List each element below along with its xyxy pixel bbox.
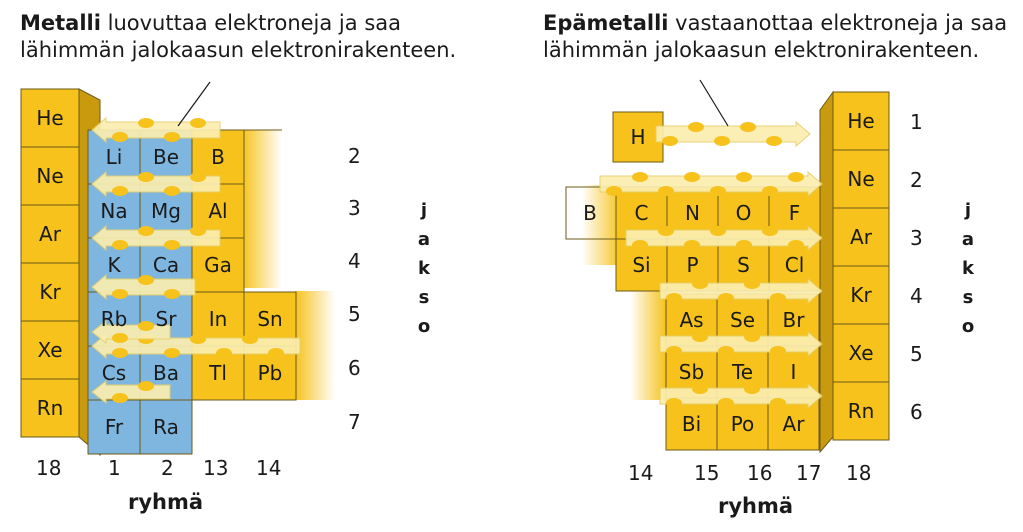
left-fade-13 xyxy=(242,130,282,288)
right-arrow-2-dot xyxy=(632,172,648,182)
right-el-Se-2-symbol: Se xyxy=(730,308,755,332)
right-arrow-3 xyxy=(626,226,822,250)
right-arrow-6-dot xyxy=(770,398,786,408)
left-arrow-4-dot xyxy=(112,289,128,299)
right-period-3: 3 xyxy=(910,226,923,250)
left-arrow-1-dot xyxy=(190,118,206,128)
nonmetal-caption-line2: lähimmän jalokaasun elektronirakenteen. xyxy=(543,38,980,62)
left-jakso-s: s xyxy=(418,287,430,308)
metal-caption-line1: luovuttaa elektroneja ja saa xyxy=(100,11,401,35)
right-period-2: 2 xyxy=(910,168,923,192)
left-group-13: 13 xyxy=(203,456,229,480)
right-noble-Ne-symbol: Ne xyxy=(847,167,875,191)
left-arrow-3-dot xyxy=(138,226,154,236)
right-el-As-2-symbol: As xyxy=(679,308,704,332)
right-arrow-6-dot xyxy=(666,398,682,408)
left-g13-In-symbol: In xyxy=(208,307,228,331)
left-period-4: 4 xyxy=(348,249,361,273)
left-arrow-5-dot xyxy=(190,334,206,344)
right-group-16: 16 xyxy=(747,461,773,485)
right-arrow-3-dot xyxy=(788,240,804,250)
right-arrow-4-body xyxy=(660,279,822,303)
left-arrow-2-dot xyxy=(190,172,206,182)
metal-caption-line2: lähimmän jalokaasun elektronirakenteen. xyxy=(20,38,457,62)
right-arrow-6 xyxy=(660,384,822,408)
right-jakso-o: o xyxy=(961,316,975,337)
left-jakso-j: j xyxy=(420,200,428,221)
left-g2-Be-symbol: Be xyxy=(152,145,180,169)
left-noble-Xe-symbol: Xe xyxy=(37,338,63,362)
left-period-3: 3 xyxy=(348,196,361,220)
right-period-6: 6 xyxy=(910,400,923,424)
right-arrow-3-dot xyxy=(736,240,752,250)
right-arrow-5-dot xyxy=(692,332,708,342)
right-el-Po-4-symbol: Po xyxy=(730,412,755,436)
right-H-symbol: H xyxy=(630,125,646,149)
right-arrow-4-dot xyxy=(744,279,760,289)
right-arrow-2-dot xyxy=(788,172,804,182)
left-arrow-3-dot xyxy=(164,240,180,250)
right-arrow-6-dot xyxy=(718,398,734,408)
left-g1-Na-symbol: Na xyxy=(100,199,128,223)
right-arrow-6-dot xyxy=(692,384,708,394)
left-arrow-2-dot xyxy=(164,186,180,196)
right-arrow-2-dot xyxy=(658,186,674,196)
left-arrow-2-dot xyxy=(112,186,128,196)
right-arrow-4-dot xyxy=(666,293,682,303)
right-arrow-5 xyxy=(660,332,822,356)
left-g13-Ga-symbol: Ga xyxy=(204,253,232,277)
left-arrow-2-dot xyxy=(138,172,154,182)
left-arrow-1-dot xyxy=(164,132,180,142)
left-arrow-5-dot xyxy=(216,348,232,358)
left-g13-Al-symbol: Al xyxy=(208,199,228,223)
left-jakso-k: k xyxy=(418,258,430,279)
left-group-2: 2 xyxy=(161,456,174,480)
right-arrow-1 xyxy=(656,122,810,146)
right-arrow-5-dot xyxy=(666,346,682,356)
left-arrow-3-dot xyxy=(112,240,128,250)
right-B-symbol: B xyxy=(583,201,597,225)
left-g13-Tl-symbol: Tl xyxy=(209,361,227,385)
right-period-5: 5 xyxy=(910,342,923,366)
right-axis-period-title xyxy=(958,196,978,341)
left-group-18: 18 xyxy=(36,456,62,480)
right-arrow-4-dot xyxy=(718,293,734,303)
right-group-14: 14 xyxy=(628,461,654,485)
left-noble-He-symbol: He xyxy=(36,106,64,130)
left-arrow-5-dot xyxy=(164,348,180,358)
right-arrow-6-dot xyxy=(744,384,760,394)
right-noble-Ar-symbol: Ar xyxy=(850,225,872,249)
right-noble-Kr-symbol: Kr xyxy=(850,283,872,307)
right-arrow-3-dot xyxy=(710,226,726,236)
left-noble-Ne-symbol: Ne xyxy=(36,164,64,188)
left-arrow-4 xyxy=(92,275,195,299)
right-arrow-1-dot xyxy=(688,122,704,132)
left-noble-Rn-symbol: Rn xyxy=(36,396,64,420)
metal-caption-bold: Metalli xyxy=(20,11,101,35)
right-jakso-j: j xyxy=(964,200,972,221)
right-noble-Rn-symbol: Rn xyxy=(847,399,875,423)
right-arrow-4 xyxy=(660,279,822,303)
left-noble-Ar-symbol: Ar xyxy=(39,222,61,246)
left-arrow-6-dot xyxy=(138,321,154,331)
right-jakso-k: k xyxy=(962,258,974,279)
left-arrow-2 xyxy=(92,172,220,196)
right-el-Te-3-symbol: Te xyxy=(731,360,754,384)
left-group-1: 1 xyxy=(108,456,121,480)
right-arrow-2-dot xyxy=(736,172,752,182)
left-g1-Li-symbol: Li xyxy=(105,145,123,169)
right-arrow-1-dot xyxy=(714,136,730,146)
left-period-2: 2 xyxy=(348,144,361,168)
right-period-1: 1 xyxy=(910,110,923,134)
right-el-C-0-symbol: C xyxy=(634,201,649,225)
left-noble-Kr-symbol: Kr xyxy=(39,280,61,304)
left-axis-period-title xyxy=(414,196,434,341)
right-el-Bi-4-symbol: Bi xyxy=(681,412,702,436)
left-arrow-5-dot xyxy=(242,334,258,344)
right-noble-He-symbol: He xyxy=(847,109,875,133)
left-arrow-5-dot xyxy=(112,348,128,358)
left-arrow-1-dot xyxy=(112,132,128,142)
left-g2-Sr-symbol: Sr xyxy=(155,307,177,331)
right-arrow-4-dot xyxy=(770,293,786,303)
left-g2-Ra-symbol: Ra xyxy=(153,415,179,439)
left-g1-Cs-symbol: Cs xyxy=(101,361,127,385)
right-arrow-2-dot xyxy=(684,172,700,182)
left-arrow-5-dot xyxy=(268,348,284,358)
left-period-6: 6 xyxy=(348,356,361,380)
left-arrow-4-dot xyxy=(138,275,154,285)
right-arrow-3-dot xyxy=(684,240,700,250)
right-pointer-line xyxy=(700,80,728,126)
left-jakso-a: a xyxy=(417,229,431,250)
right-arrow-5-dot xyxy=(718,346,734,356)
left-g14-Sn-symbol: Sn xyxy=(257,307,283,331)
right-jakso-s: s xyxy=(962,287,974,308)
right-arrow-2-dot xyxy=(762,186,778,196)
left-g2-Mg-symbol: Mg xyxy=(151,199,181,223)
right-arrow-5-dot xyxy=(744,332,760,342)
left-group-14: 14 xyxy=(256,456,282,480)
left-g2-Ba-symbol: Ba xyxy=(153,361,179,385)
right-el-N-0-symbol: N xyxy=(685,201,700,225)
left-fade-14 xyxy=(295,291,335,400)
right-arrow-3-dot xyxy=(658,226,674,236)
right-arrow-5-body xyxy=(660,332,822,356)
left-arrow-4-dot xyxy=(164,289,180,299)
right-group-17: 17 xyxy=(796,461,822,485)
right-period-4: 4 xyxy=(910,284,923,308)
left-arrow-1 xyxy=(92,118,220,142)
left-arrow-7-dot xyxy=(112,393,128,403)
left-g1-K-symbol: K xyxy=(107,253,121,277)
right-arrow-4-dot xyxy=(692,279,708,289)
right-arrow-1-body xyxy=(656,122,810,146)
right-el-I-3-symbol: I xyxy=(790,360,797,384)
right-el-Br-2-symbol: Br xyxy=(782,308,805,332)
right-el-S-1-symbol: S xyxy=(737,253,750,277)
right-el-P-1-symbol: P xyxy=(686,253,699,277)
right-arrow-3-dot xyxy=(632,240,648,250)
left-jakso-o: o xyxy=(417,316,431,337)
left-g2-Ca-symbol: Ca xyxy=(152,253,180,277)
right-group-18: 18 xyxy=(846,461,872,485)
right-arrow-2-dot xyxy=(606,186,622,196)
left-arrow-7-dot xyxy=(138,381,154,391)
left-arrow-6-dot xyxy=(112,333,128,343)
nonmetal-caption-line1: vastaanottaa elektroneja ja saa xyxy=(668,11,1008,35)
nonmetal-caption-bold: Epämetalli xyxy=(543,11,669,35)
right-axis-group-title: ryhmä xyxy=(718,494,794,518)
right-arrow-6-body xyxy=(660,384,822,408)
right-el-Si-1-symbol: Si xyxy=(632,253,651,277)
left-arrow-3-dot xyxy=(190,226,206,236)
left-g13-B-symbol: B xyxy=(211,145,225,169)
right-arrow-1-dot xyxy=(740,122,756,132)
left-arrow-1-dot xyxy=(138,118,154,128)
right-arrow-1-dot xyxy=(662,136,678,146)
left-axis-group-title: ryhmä xyxy=(128,490,204,514)
left-g1-Rb-symbol: Rb xyxy=(100,307,128,331)
right-el-Ar-4-symbol: Ar xyxy=(782,412,805,436)
right-arrow-1-dot xyxy=(766,136,782,146)
right-jakso-a: a xyxy=(961,229,975,250)
left-g14-Pb-symbol: Pb xyxy=(257,361,283,385)
right-el-O-0-symbol: O xyxy=(735,201,752,225)
right-arrow-3-dot xyxy=(762,226,778,236)
left-period-5: 5 xyxy=(348,302,361,326)
left-period-7: 7 xyxy=(348,410,361,434)
left-arrow-3 xyxy=(92,226,220,250)
right-el-Cl-1-symbol: Cl xyxy=(784,253,805,277)
right-el-F-0-symbol: F xyxy=(788,201,801,225)
right-arrow-2 xyxy=(600,172,822,196)
right-arrow-2-dot xyxy=(710,186,726,196)
right-noble-side xyxy=(820,92,833,452)
right-noble-Xe-symbol: Xe xyxy=(848,341,874,365)
right-group-15: 15 xyxy=(694,461,720,485)
right-arrow-5-dot xyxy=(770,346,786,356)
left-g1-Fr-symbol: Fr xyxy=(104,415,124,439)
right-el-Sb-3-symbol: Sb xyxy=(678,360,705,384)
